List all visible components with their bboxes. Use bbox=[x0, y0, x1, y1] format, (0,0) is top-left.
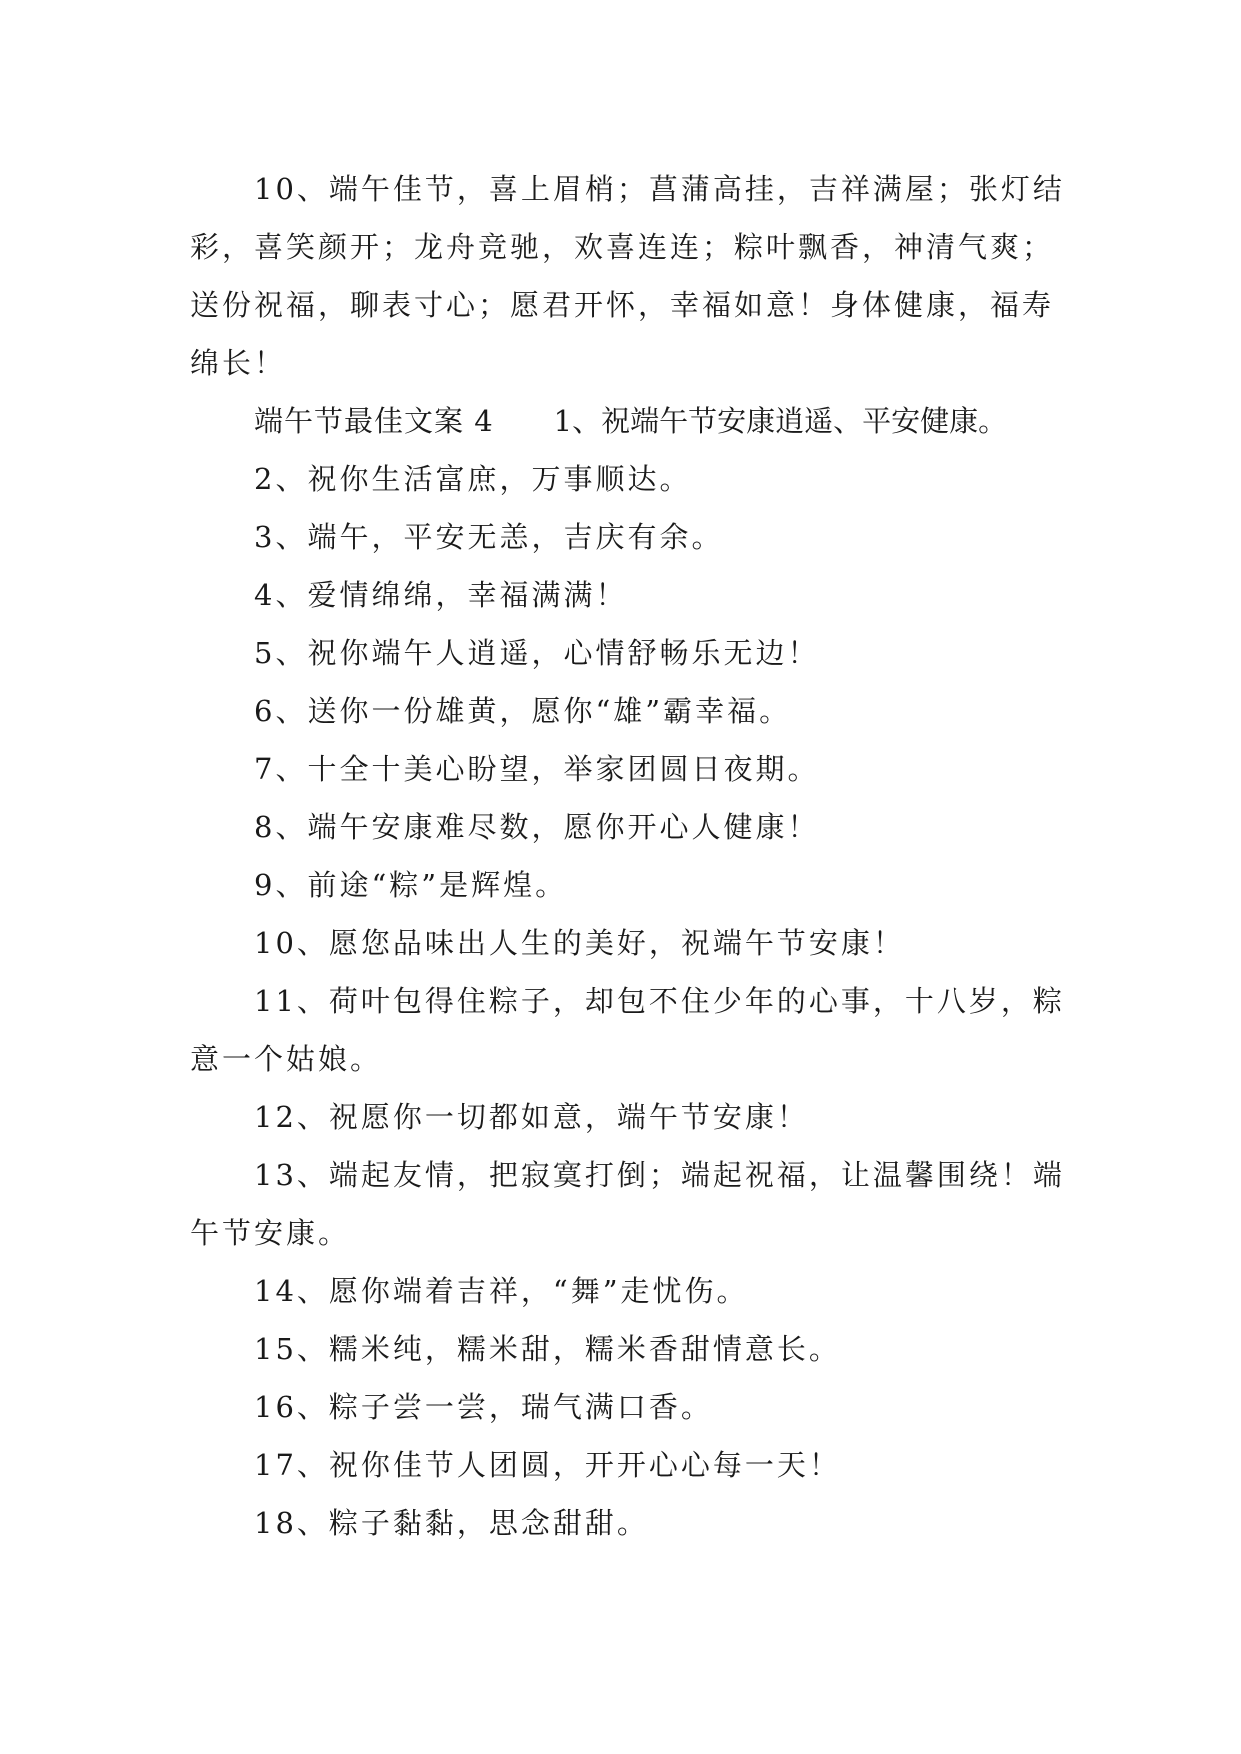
list-item: 6、送你一份雄黄，愿你“雄”霸幸福。 bbox=[254, 694, 792, 728]
list-item: 8、端午安康难尽数，愿你开心人健康！ bbox=[254, 810, 820, 844]
list-item: 7、十全十美心盼望，举家团圆日夜期。 bbox=[254, 752, 820, 786]
list-item: 13、端起友情，把寂寞打倒；端起祝福，让温馨围绕！端午节安康。 bbox=[190, 1158, 1065, 1250]
list-item: 11、荷叶包得住粽子，却包不住少年的心事，十八岁，粽意一个姑娘。 bbox=[190, 984, 1065, 1076]
list-item: 9、前途“粽”是辉煌。 bbox=[254, 868, 568, 902]
list-item: 3、端午，平安无恙，吉庆有余。 bbox=[254, 520, 724, 554]
section-title: 端午节最佳文案 4 bbox=[254, 404, 494, 438]
list-item: 15、糯米纯，糯米甜，糯米香甜情意长。 bbox=[254, 1332, 841, 1366]
list-item: 4、爱情绵绵，幸福满满！ bbox=[254, 578, 628, 612]
list-item: 12、祝愿你一切都如意，端午节安康！ bbox=[254, 1100, 809, 1134]
section-heading-line bbox=[190, 392, 1070, 450]
document-body bbox=[190, 160, 1070, 1552]
list-item: 5、祝你端午人逍遥，心情舒畅乐无边！ bbox=[254, 636, 820, 670]
list-item: 10、愿您品味出人生的美好，祝端午节安康！ bbox=[254, 926, 905, 960]
intro-paragraph: 10、端午佳节，喜上眉梢；菖蒲高挂，吉祥满屋；张灯结彩，喜笑颜开；龙舟竞驰，欢喜连连；粽叶飘香，神清气爽；送份祝福，聊表寸心；愿君开怀，幸福如意！身体健康，福寿绵长！ bbox=[190, 172, 1065, 380]
list-item: 17、祝你佳节人团圆，开开心心每一天！ bbox=[254, 1448, 841, 1482]
list-item: 1、祝端午节安康逍遥、平安健康。 bbox=[553, 404, 1008, 438]
list-item: 2、祝你生活富庶，万事顺达。 bbox=[254, 462, 692, 496]
list-item: 18、粽子黏黏，思念甜甜。 bbox=[254, 1506, 649, 1540]
list-item: 14、愿你端着吉祥，“舞”走忧伤。 bbox=[254, 1274, 749, 1308]
list-item: 16、粽子尝一尝，瑞气满口香。 bbox=[254, 1390, 713, 1424]
